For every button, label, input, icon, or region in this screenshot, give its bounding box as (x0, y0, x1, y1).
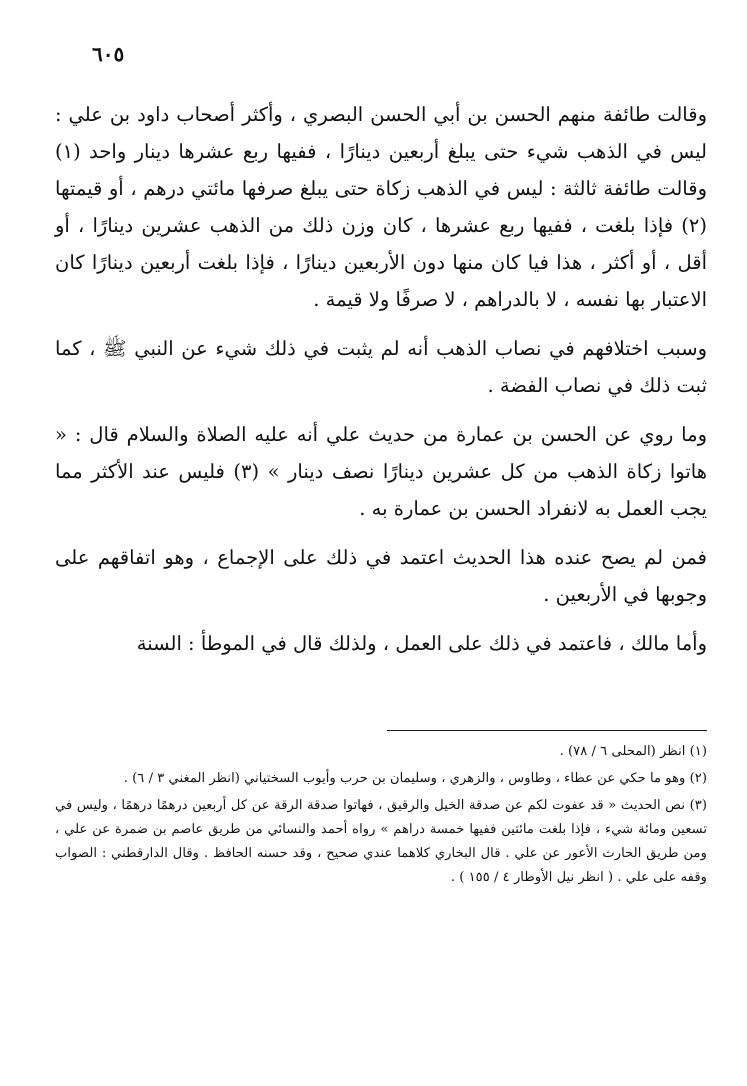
paragraph-2: وسبب اختلافهم في نصاب الذهب أنه لم يثبت في ذلك شيء عن النبي ﷺ ، كما ثبت ذلك في نصاب الفضة . (55, 337, 707, 397)
footnote-1: (١) انظر (المحلى ٦ / ٧٨) . (559, 744, 707, 759)
paragraph-4: فمن لم يصح عنده هذا الحديث اعتمد في ذلك على الإجماع ، وهو اتفاقهم على وجوبها في الأربعين . (55, 546, 707, 606)
footnote-divider (387, 730, 707, 731)
footnote-2: (٢) وهو ما حكي عن عطاء ، وطاوس ، والزهري ، وسليمان بن حرب وأيوب السختياني (انظر المغني ٣ / ٦) . (123, 771, 707, 786)
footnotes (55, 740, 707, 893)
paragraph-3: وما روي عن الحسن بن عمارة من حديث علي أنه عليه الصلاة والسلام قال : « هاتوا زكاة الذهب من كل عشرين دينارًا نصف دينار » (٣) فليس عند الأكثر مما يجب العمل به لانفراد الحسن بن عمارة به . (55, 423, 707, 520)
paragraph-1: وقالت طائفة منهم الحسن بن أبي الحسن البصري ، وأكثر أصحاب داود بن علي : ليس في الذهب شيء حتى يبلغ أربعين دينارًا ، ففيها ربع عشرها دينار واحد (١) وقالت طائفة ثالثة : ليس في الذهب زكاة حتى يبلغ صرفها مائتي درهم ، أو قيمتها (٢) فإذا بلغت ، ففيها ربع عشرها ، كان وزن ذلك من الذهب عشرين دينارًا ، أو أقل ، أو أكثر ، هذا فيا كان منها دون الأربعين دينارًا ، فإذا بلغت أربعين دينارًا كان الاعتبار بها نفسه ، لا بالدراهم ، لا صرفًا ولا قيمة . (55, 103, 707, 311)
paragraph-5: وأما مالك ، فاعتمد في ذلك على العمل ، ولذلك قال في الموطأ : السنة (136, 632, 707, 655)
footnote-3: (٣) نص الحديث « قد عفوت لكم عن صدقة الخيل والرقيق ، فهاتوا صدقة الرقة عن كل أربعين درهمًا درهمًا ، وليس في تسعين ومائة شيء ، فإذا بلغت مائتين ففيها خمسة دراهم » رواه أحمد والنسائي من طريق عاصم بن ضمرة عن علي ، ومن طريق الحارث الأعور عن علي . قال البخاري كلاهما عندي صحيح ، وقد حسنه الحافظ . وقال الدارقطني : الصواب وقفه على علي . ( انظر نيل الأوطار ٤ / ١٥٥ ) . (55, 798, 707, 885)
page-number: ٦٠٥ (92, 42, 125, 66)
main-text (55, 96, 707, 662)
